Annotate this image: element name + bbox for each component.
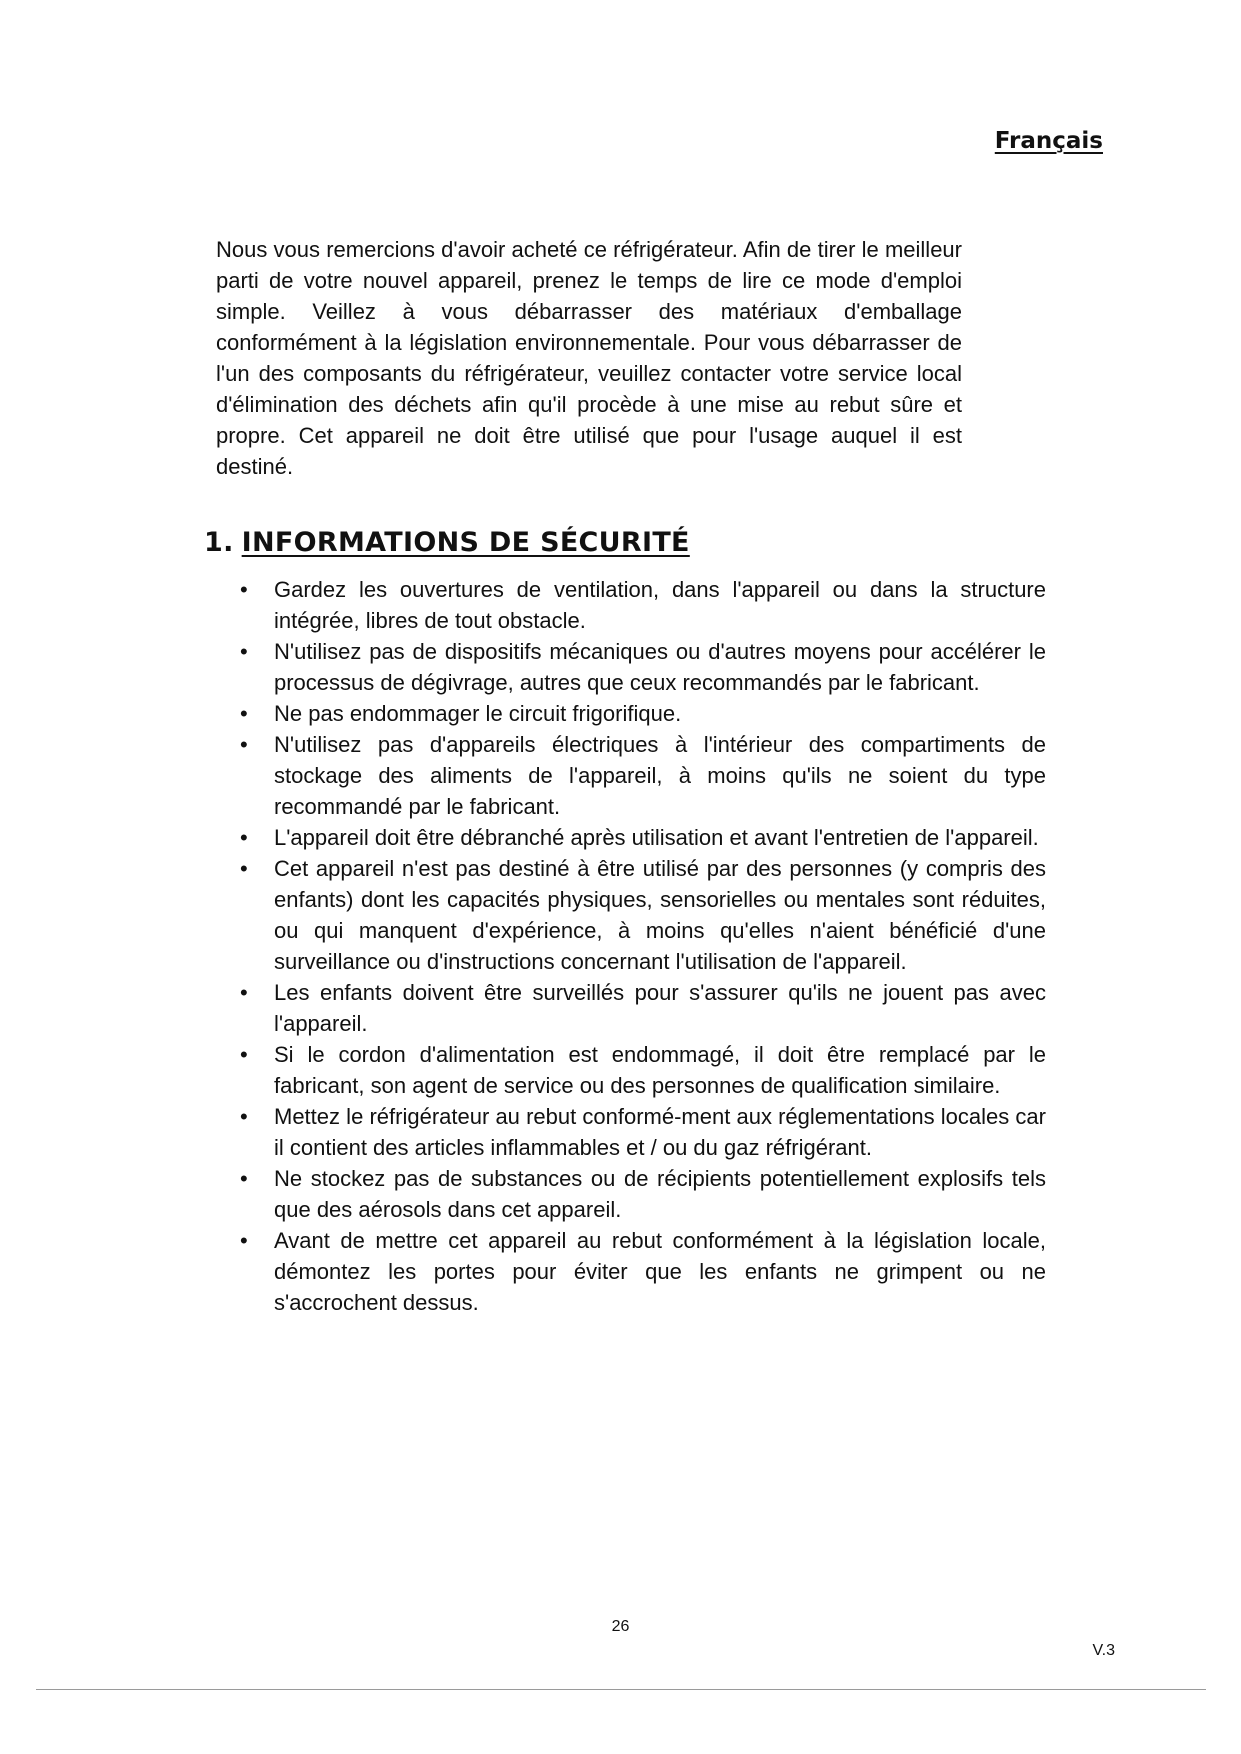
bullet-icon: •: [240, 577, 248, 602]
list-item: [238, 698, 1046, 729]
bullet-icon: •: [240, 732, 248, 757]
list-item: [238, 822, 1046, 853]
list-item: [238, 853, 1046, 977]
bullet-icon: •: [240, 856, 248, 881]
bullet-icon: •: [240, 1042, 248, 1067]
list-item-text: Ne stockez pas de substances ou de récipients potentiellement explosifs tels que des aérosols dans cet appareil.: [274, 1166, 1046, 1222]
list-item-text: Gardez les ouvertures de ventilation, dans l'appareil ou dans la structure intégrée, libres de tout obstacle.: [274, 577, 1046, 633]
safety-list: [238, 574, 1046, 1318]
footer-divider: [36, 1689, 1206, 1690]
list-item: [238, 977, 1046, 1039]
bullet-icon: •: [240, 639, 248, 664]
section-title-label: INFORMATIONS DE SÉCURITÉ: [241, 527, 690, 558]
list-item-text: Mettez le réfrigérateur au rebut conformé-ment aux réglementations locales car il contient des articles inflammables et / ou du gaz réfrigérant.: [274, 1104, 1046, 1160]
bullet-icon: •: [240, 701, 248, 726]
list-item-text: L'appareil doit être débranché après utilisation et avant l'entretien de l'appareil.: [274, 825, 1039, 850]
list-item: [238, 574, 1046, 636]
list-item-text: Cet appareil n'est pas destiné à être utilisé par des personnes (y compris des enfants) dont les capacités physiques, sensorielles ou mentales sont réduites, ou qui manquent d'expérience, à moins qu'elles n'aient bénéficié d'une surveillance ou d'instructions concernant l'utilisation de l'appareil.: [274, 856, 1046, 974]
list-item-text: Avant de mettre cet appareil au rebut conformément à la législation locale, démontez les portes pour éviter que les enfants ne grimpent ou ne s'accrochent dessus.: [274, 1228, 1046, 1315]
bullet-icon: •: [240, 1228, 248, 1253]
page-number: 26: [611, 1618, 630, 1635]
list-item: [238, 729, 1046, 822]
list-item: [238, 1163, 1046, 1225]
list-item-text: Ne pas endommager le circuit frigorifique.: [274, 701, 682, 726]
list-item-text: N'utilisez pas d'appareils électriques à l'intérieur des compartiments de stockage des aliments de l'appareil, à moins qu'ils ne soient du type recommandé par le fabricant.: [274, 732, 1046, 819]
section-title: [204, 527, 690, 558]
list-item: [238, 1225, 1046, 1318]
intro-paragraph: Nous vous remercions d'avoir acheté ce réfrigérateur. Afin de tirer le meilleur parti de votre nouvel appareil, prenez le temps de lire ce mode d'emploi simple. Veillez à vous débarrasser des matériaux d'emballage conformément à la législation environnementale. Pour vous débarrasser de l'un des composants du réfrigérateur, veuillez contacter votre service local d'élimination des déchets afin qu'il procède à une mise au rebut sûre et propre. Cet appareil ne doit être utilisé que pour l'usage auquel il est destiné.: [216, 237, 962, 479]
bullet-icon: •: [240, 1166, 248, 1191]
bullet-icon: •: [240, 1104, 248, 1129]
list-item: [238, 1039, 1046, 1101]
list-item-text: Les enfants doivent être surveillés pour s'assurer qu'ils ne jouent pas avec l'appareil.: [274, 980, 1046, 1036]
list-item-text: N'utilisez pas de dispositifs mécaniques ou d'autres moyens pour accélérer le processus de dégivrage, autres que ceux recommandés par le fabricant.: [274, 639, 1046, 695]
bullet-icon: •: [240, 825, 248, 850]
section-number: 1.: [204, 527, 234, 558]
list-item: [238, 636, 1046, 698]
bullet-icon: •: [240, 980, 248, 1005]
version-label: V.3: [1092, 1642, 1115, 1659]
list-item-text: Si le cordon d'alimentation est endommagé, il doit être remplacé par le fabricant, son agent de service ou des personnes de qualification similaire.: [274, 1042, 1046, 1098]
list-item: [238, 1101, 1046, 1163]
language-label: Français: [994, 128, 1103, 154]
